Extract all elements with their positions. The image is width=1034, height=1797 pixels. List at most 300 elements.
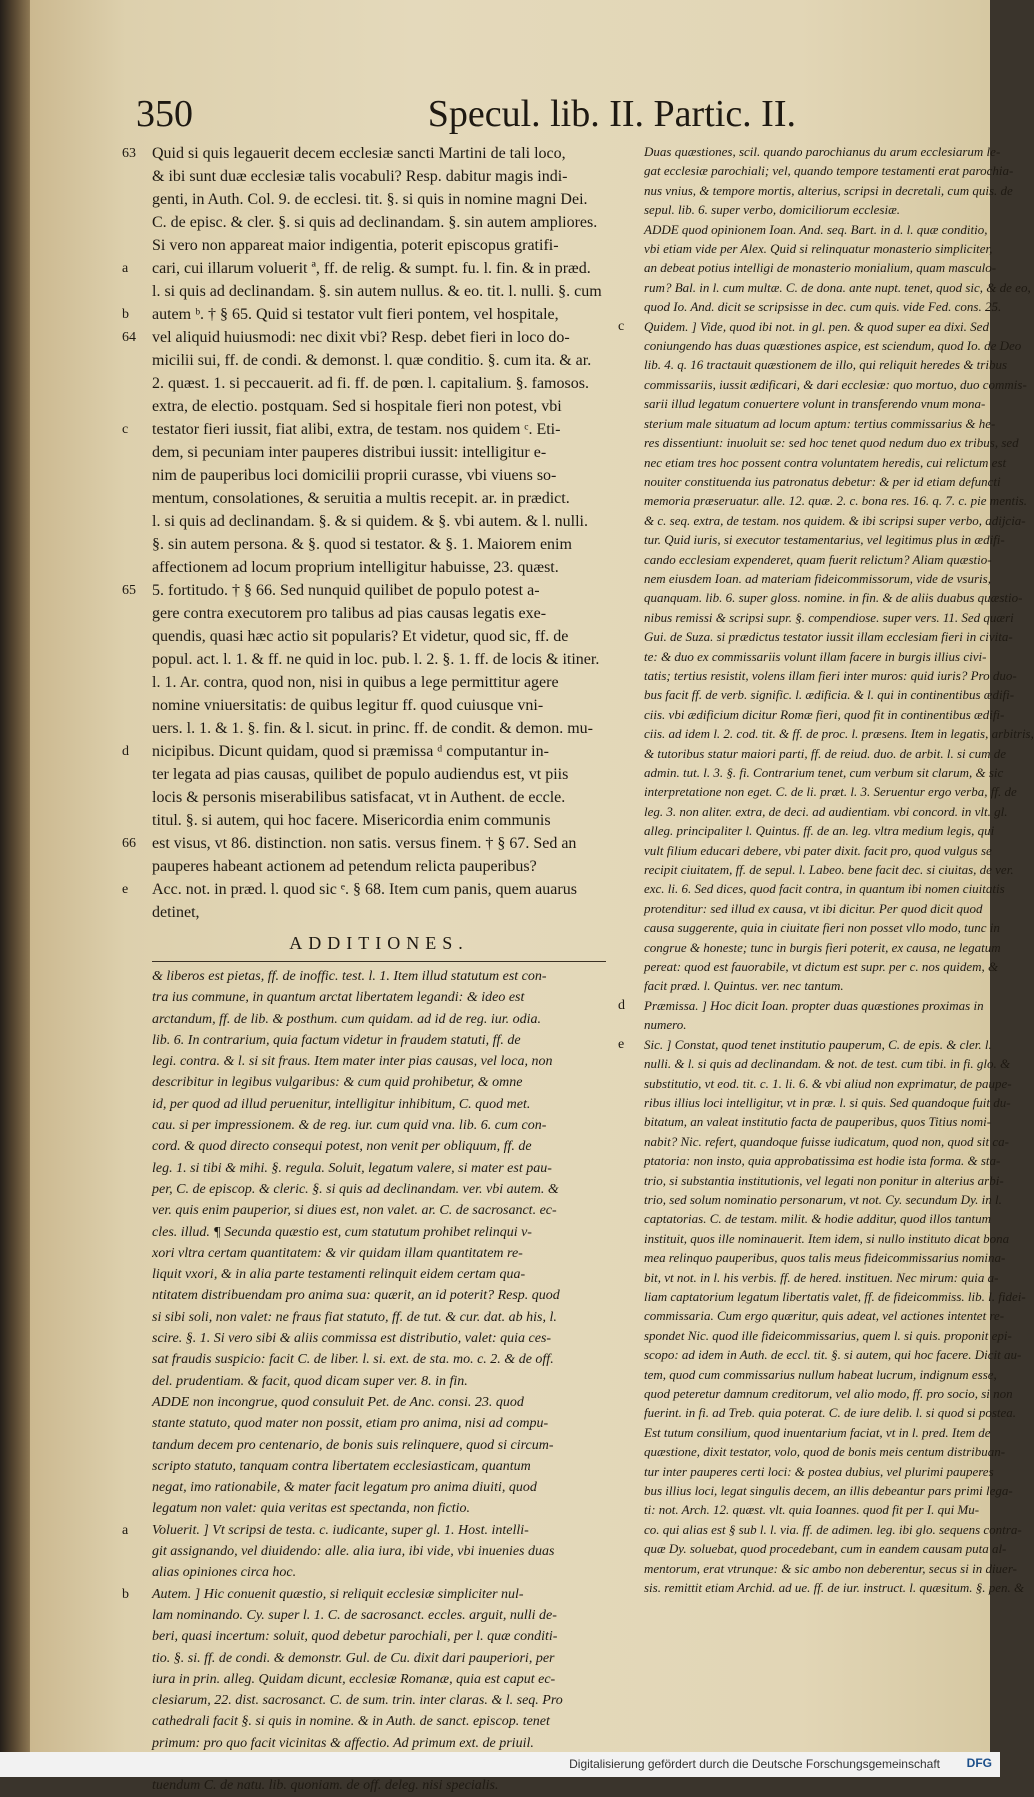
line-text: facit præd. l. Quintus. ver. nec tantum. — [644, 978, 844, 994]
text-line — [616, 1462, 994, 1481]
line-text: tur. Quid iuris, si executor testamentarius, vel legitimus plus in ædifi- — [644, 532, 1005, 548]
line-text: tio. §. si. ff. de condi. & demonstr. Gul. de Cu. dixit dari pauperiori, per — [152, 1650, 555, 1666]
line-text: gere contra executorem pro talibus ad pias causas legatis exe- — [152, 605, 547, 622]
text-line — [616, 414, 996, 433]
text-line — [120, 832, 606, 855]
line-text: 5. fortitudo. † § 66. Sed nunquid quilibet de populo potest a- — [152, 582, 540, 599]
text-line — [616, 453, 1007, 472]
line-text: cando ecclesiam expenderet, quam fuerit relictum? Aliam quæstio- — [644, 551, 992, 567]
line-text: cari, cui illarum voluerit ª, ff. de relig. & sumpt. fu. l. fin. & in præd. — [152, 260, 591, 277]
text-line — [120, 671, 606, 694]
line-text: sepul. lib. 6. super verbo, domiciliorum ecclesiæ. — [644, 202, 900, 218]
line-text: ptatoria: non insto, quia approbatissima est hodie ista forma. & sta- — [644, 1153, 1001, 1169]
line-text: tandum decem pro centenario, de bonis suis relinquere, quod si circum- — [152, 1437, 554, 1453]
line-text: 2. quæst. 1. si peccauerit. ad fi. ff. de pœn. l. capitalium. §. famosos. — [152, 375, 589, 392]
line-text: Duas quæstiones, scil. quando parochianus du arum ecclesiarum le- — [644, 144, 1001, 159]
line-text: vult filium educari debere, vbi pater dixit. facit pro, quod vulgus se — [644, 842, 992, 858]
line-text: cles. illud. ¶ Secunda quæstio est, cum statutum prohibet relinqui v- — [152, 1224, 532, 1240]
text-line — [616, 491, 1027, 510]
line-text: co. qui alias est § sub l. l. via. ff. de adimen. leg. ibi glo. sequens contra- — [644, 1521, 1022, 1537]
main-text — [120, 142, 606, 924]
text-line — [616, 278, 1031, 297]
line-text: trio, sed solum nominatio personarum, vt not. Cy. secundum Dy. in l. — [644, 1191, 1002, 1207]
line-text: detinet, — [152, 904, 200, 921]
line-text: §. sin autem persona. & §. quod si testator. & §. 1. Maiorem enim — [152, 536, 572, 553]
line-text: Acc. not. in præd. l. quod sic ᵉ. § 68. Item cum panis, quem auarus — [152, 881, 577, 898]
line-text: leg. 1. si tibi & mihi. §. regula. Soluit, legatum valere, si mater est pau- — [152, 1160, 552, 1176]
text-line — [616, 1190, 1002, 1209]
text-line — [120, 510, 606, 533]
text-line — [120, 1264, 606, 1285]
text-line — [120, 188, 606, 211]
line-text: admin. tut. l. 3. §. fi. Contrarium tenet, cum verbum sit clarum, & sic — [644, 765, 1004, 780]
text-line — [616, 1151, 1001, 1170]
page-number: 350 — [136, 93, 193, 135]
dfg-logo: DFG — [966, 1756, 992, 1770]
line-text: per, C. de episcop. & cleric. §. si quis ad declinandam. ver. vbi autem. & — [152, 1181, 559, 1197]
text-line — [616, 724, 1034, 743]
text-line — [120, 1158, 606, 1179]
text-line — [616, 976, 982, 995]
text-line — [120, 556, 606, 579]
text-line — [616, 1132, 1009, 1151]
text-line — [616, 433, 1019, 452]
text-line — [616, 1403, 1017, 1422]
text-line — [120, 1669, 606, 1690]
line-text: gat ecclesiæ parochiali; vel, quando tempore testamenti erat parochia- — [644, 163, 1014, 179]
digitization-footer — [0, 1752, 1000, 1777]
text-line — [616, 841, 992, 860]
line-text: sterium male situatum ad locum aptum: tertius commissarius & he- — [644, 415, 996, 431]
line-text: ribus illius loci intelligitur, vt in præ. l. si quis. Sed quandoque fuit du- — [644, 1094, 1011, 1110]
text-line — [120, 1498, 606, 1519]
text-line — [616, 1442, 1006, 1461]
text-line — [616, 1229, 1010, 1248]
text-line — [616, 1481, 1013, 1500]
line-text: liquit vxori, & in alia parte testamenti relinquit eidem certam qua- — [152, 1267, 526, 1283]
text-line — [616, 1035, 992, 1054]
text-line — [120, 280, 606, 303]
left-column — [120, 142, 606, 1797]
line-text: tuendum C. de natu. lib. quoniam. de off. deleg. nisi specialis. — [152, 1778, 499, 1794]
text-line — [616, 685, 1015, 704]
line-text: mentorum, erat vtrunque: & sic ambo non deberentur, secus si in diuer- — [644, 1560, 1017, 1576]
line-text: tur inter pauperes certi loci: & postea dubius, vel plurimi pauperes — [644, 1463, 994, 1479]
line-text: quendis, quasi hæc actio sit popularis? Et videtur, quod sic, ff. de — [152, 628, 569, 645]
line-text: ADDE non incongrue, quod consuluit Pet. de Anc. consi. 23. quod — [152, 1394, 524, 1410]
text-line — [120, 987, 606, 1008]
text-line — [616, 375, 1027, 394]
line-text: ciis. ad idem l. 2. cod. tit. & ff. de proc. l. præsens. Item in legatis, arbitris, — [644, 726, 1034, 742]
text-line — [120, 1179, 606, 1200]
text-line — [616, 647, 987, 666]
text-line — [616, 1268, 999, 1287]
line-text: describitur in legibus vulgaribus: & cum quid prohibetur, & omne — [152, 1075, 523, 1091]
margin-note: e — [618, 1036, 625, 1052]
text-line — [120, 1222, 606, 1243]
footer-credit: Digitalisierung gefördert durch die Deutsche Forschungsgemeinschaft — [569, 1757, 940, 1771]
text-line — [120, 257, 606, 280]
line-text: rum? Bal. in l. cum multæ. C. de dona. ante nupt. tenet, quod sic, & de eo, — [644, 279, 1031, 295]
text-line — [120, 1541, 606, 1562]
line-text: captatorias. C. de testam. milit. & hodie additur, quod illos tantum — [644, 1211, 992, 1227]
text-line — [120, 809, 606, 832]
line-text: stante statuto, quod mater non possit, etiam pro anima, nisi ad compu- — [152, 1416, 549, 1432]
text-line — [120, 165, 606, 188]
text-line — [616, 220, 988, 239]
text-line — [616, 1306, 1005, 1325]
line-text: tatis; tertius resistit, volens illam fieri inter muros: quid iuris? Pro duo- — [644, 667, 1017, 683]
line-text: quod Io. And. dicit se scripsisse in dec. cum quis. vide Fed. cons. 25. — [644, 299, 1002, 315]
book-binding — [0, 0, 34, 1777]
text-line — [616, 918, 1000, 937]
margin-note: b — [122, 307, 129, 322]
line-text: nouiter constituenda ius patronatus debetur: & per id etiam defuncti — [644, 473, 1001, 489]
text-line — [120, 372, 606, 395]
text-line — [120, 966, 606, 987]
text-line — [120, 1733, 606, 1754]
line-text: pauperes habeant actionem ad petendum relicta pauperibus? — [152, 858, 537, 875]
text-line — [120, 1200, 606, 1221]
margin-note: d — [122, 744, 129, 759]
line-text: l. si quis ad declinandam. §. sin autem nullus. & eo. tit. l. nulli. §. cum — [152, 283, 602, 300]
line-text: nicipibus. Dicunt quidam, quod si præmissa ᵈ computantur in- — [152, 743, 549, 760]
line-text: cord. & quod directo consequi potest, non venit per obliquum, ff. de — [152, 1139, 532, 1155]
line-text: del. prudentiam. & facit, quod dicam super ver. 8. in fin. — [152, 1373, 468, 1389]
text-line — [616, 996, 982, 1015]
text-line — [616, 782, 1017, 801]
line-text: ntitatem distribuendam pro anima sua: quærit, an id poterit? Resp. quod — [152, 1288, 560, 1304]
line-text: Præmissa. ] Hoc dicit Ioan. propter duas quæstiones proximas in — [644, 997, 984, 1013]
text-line — [616, 336, 1022, 355]
line-text: congrue & honeste; tunc in burgis fieri poterit, ex causa, ne legatum — [644, 939, 1001, 955]
text-line — [120, 763, 606, 786]
text-line — [120, 648, 606, 671]
line-text: alias opiniones circa hoc. — [152, 1565, 297, 1581]
section-rule — [152, 961, 606, 962]
line-text: sat fraudis suspicio: facit C. de liber. l. si. ext. de sta. mo. c. 2. & de off. — [152, 1352, 554, 1368]
text-line — [120, 1094, 606, 1115]
text-line — [120, 579, 606, 602]
text-line — [120, 1605, 606, 1626]
text-line — [616, 1171, 1004, 1190]
line-text: quanquam. lib. 6. super gloss. nomine. in fin. & de aliis duabus quæstio- — [644, 590, 1023, 606]
text-line — [616, 666, 1017, 685]
text-line — [120, 487, 606, 510]
text-line — [616, 355, 1008, 374]
line-text: Autem. ] Hic conuenit quæstio, si reliquit ecclesiæ simpliciter nul- — [152, 1586, 524, 1602]
text-line — [616, 1500, 982, 1519]
line-text: recipit ciuitatem, ff. de sepul. l. Labeo. bene facit dec. si ciuitas, de ver. — [644, 862, 1014, 878]
text-line — [616, 899, 982, 918]
line-text: nem eiusdem Ioan. ad materiam fideicommissorum, vide de vsuris, — [644, 570, 991, 586]
line-text: & liberos est pietas, ff. de inoffic. test. l. 1. Item illud statutum est con- — [152, 969, 547, 984]
text-line — [616, 239, 993, 258]
margin-note: 65 — [122, 583, 136, 598]
line-text: git assignando, vel diuidendo: alle. alia iura, ibi vide, vbi inuenies duas — [152, 1544, 555, 1560]
margin-note: e — [122, 882, 129, 897]
line-text: scopo: ad idem in Auth. de eccl. tit. §. si autem, qui hoc facere. Dicit au- — [644, 1347, 1022, 1363]
line-text: Si vero non appareat maior indigentia, poterit episcopus gratifi- — [152, 237, 559, 254]
text-line — [120, 1243, 606, 1264]
text-line — [616, 1287, 1026, 1306]
line-text: Quidem. ] Vide, quod ibi not. in gl. pen. & quod super ea dixi. Sed — [644, 318, 989, 334]
text-line — [120, 1711, 606, 1732]
right-column — [616, 142, 1034, 1597]
text-line — [616, 1209, 992, 1228]
line-text: causa suggerente, quia in ciuitate fieri non posset vllo modo, tunc in — [644, 920, 1000, 936]
line-text: genti, in Auth. Col. 9. de ecclesi. tit. §. si quis in nomine magni Dei. — [152, 191, 588, 208]
margin-note: c — [122, 422, 129, 437]
line-text: Voluerit. ] Vt scripsi de testa. c. iudicante, super gl. 1. Host. intelli- — [152, 1522, 529, 1538]
line-text: commissaria. Cum ergo quæritur, quis adeat, vel actiones intentet re- — [644, 1308, 1005, 1324]
text-line — [616, 1423, 991, 1442]
line-text: commissariis, iussit ædificari, & dari ecclesiæ: quo mortuo, duo commis- — [644, 376, 1027, 392]
text-line — [616, 957, 999, 976]
text-line — [120, 1285, 606, 1306]
margin-note: c — [618, 318, 625, 334]
line-text: bus illius loci, legat singulis decem, an illis debeantur pars primi lega- — [644, 1483, 1013, 1499]
text-line — [120, 602, 606, 625]
line-text: nim de pauperibus loci domicilii proprii curasse, vbi viuens so- — [152, 467, 557, 484]
line-text: vel aliquid huiusmodi: nec dixit vbi? Resp. debet fieri in loco do- — [152, 329, 570, 346]
line-text: l. si quis ad declinandam. §. & si quidem. & §. vbi autem. & l. nulli. — [152, 513, 588, 530]
text-line — [616, 938, 1001, 957]
text-line — [120, 1136, 606, 1157]
text-line — [616, 1365, 997, 1384]
text-line — [120, 211, 606, 234]
line-text: res dissentiunt: inuoluit se: sed hoc tenet quod nedum duo ex tribus, sed — [644, 435, 1019, 451]
text-line — [120, 395, 606, 418]
text-line — [120, 901, 606, 924]
line-text: Gui. de Suza. si prædictus testator iussit illam ecclesiam fieri in civita- — [644, 629, 1013, 645]
line-text: l. 1. Ar. contra, quod non, nisi in quibus a lege permittitur agere — [152, 674, 559, 691]
margin-note: 66 — [122, 836, 136, 851]
text-line — [616, 705, 1005, 724]
line-text: bitatum, an valeat institutio facta de pauperibus, quos Titius nomi- — [644, 1114, 992, 1130]
text-line — [120, 1030, 606, 1051]
text-line — [120, 786, 606, 809]
margin-note: b — [122, 1586, 129, 1602]
text-line — [616, 472, 1001, 491]
text-line — [616, 627, 1013, 646]
line-text: id, per quod ad illud peruenitur, intelligitur inhibitum, C. quod met. — [152, 1096, 531, 1112]
text-line — [616, 550, 992, 569]
line-text: exc. li. 6. Sed dices, quod facit contra, in quantum ibi nomen ciuitatis — [644, 881, 1005, 897]
text-line — [120, 855, 606, 878]
line-text: trio, si substantia institutionis, vel legati non ponitur in alterius arbi- — [644, 1172, 1004, 1188]
line-text: bus facit ff. de verb. signific. l. ædificia. & l. qui in continentibus ædifi- — [644, 687, 1015, 703]
line-text: te: & duo ex commissariis volunt illam facere in burgis illius civi- — [644, 648, 987, 664]
text-line — [616, 1539, 1007, 1558]
line-text: & tutoribus statur maiori parti, ff. de reiud. duo. de arbit. l. si cum de — [644, 745, 1007, 761]
margin-note: 63 — [122, 146, 136, 161]
text-line — [616, 821, 995, 840]
text-line — [120, 1349, 606, 1370]
text-line — [120, 1456, 606, 1477]
text-line — [120, 694, 606, 717]
text-line — [120, 142, 606, 165]
margin-note: a — [122, 261, 129, 276]
line-text: clesiarum, 22. dist. sacrosanct. C. de sum. trin. inter claras. & l. seq. Pro — [152, 1693, 563, 1709]
line-text: quod peteretur damnum creditorum, vel alio modo, ff. pro socio, si non — [644, 1386, 1013, 1401]
text-line — [120, 418, 606, 441]
line-text: autem ᵇ. † § 65. Quid si testator vult fieri pontem, vel hospitale, — [152, 306, 559, 323]
text-line — [120, 1328, 606, 1349]
text-line — [120, 878, 606, 901]
text-line — [120, 1009, 606, 1030]
text-line — [616, 1520, 1022, 1539]
line-text: micilii sui, ff. de condi. & demonst. l. quæ conditio. §. cum ita. & ar. — [152, 352, 592, 369]
line-text: lib. 4. q. 16 tractauit quæstionem de illo, qui reliquit heredes & tribus — [644, 357, 1008, 373]
text-line — [616, 258, 997, 277]
line-text: C. de episc. & cler. §. si quis ad declinandam. §. sin autem ampliores. — [152, 214, 598, 231]
line-text: extra, de electio. postquam. Sed si hospitale fieri non potest, vbi — [152, 398, 562, 415]
line-text: pereat: quod est fauorabile, vt dictum est supr. per c. nos quidem, & — [644, 959, 999, 975]
text-line — [616, 511, 1026, 530]
line-text: nibus remissi & scripsi supr. §. compendiose. super vers. 11. Sed quæri — [644, 609, 1014, 625]
text-line — [616, 297, 1002, 316]
line-text: tem, quod cum commissarius nullum habeat lucrum, indignum esse, — [644, 1366, 997, 1382]
line-text: Sic. ] Constat, quod tenet institutio pauperum, C. de epis. & cler. l. — [644, 1036, 992, 1052]
line-text: affectionem ad locum proprium intelligitur habuisse, 23. quæst. — [152, 559, 559, 576]
line-text: protenditur: sed illud ex causa, vt ibi dicitur. Per quod dicit quod — [644, 900, 983, 916]
text-line — [616, 530, 1005, 549]
text-line — [616, 763, 1004, 782]
text-line — [120, 625, 606, 648]
line-text: legatum non valet: quia veritas est spectanda, non fictio. — [152, 1501, 471, 1517]
line-text: spondet Nic. quod ille fideicommissarius, quem l. si quis. proponit epi- — [644, 1327, 1012, 1343]
line-text: substitutio, vt eod. tit. c. 1. li. 6. & vbi aliud non exprimatur, de paupe- — [644, 1075, 1012, 1091]
line-text: & ibi sunt duæ ecclesiæ talis vocabuli? Resp. dabitur magis indi- — [152, 168, 568, 185]
line-text: cau. si per impressionem. & de reg. iur. cum quid vna. lib. 6. cum con- — [152, 1118, 547, 1134]
additions-text — [120, 966, 606, 1797]
text-line — [616, 200, 982, 219]
text-line — [120, 1626, 606, 1647]
line-text: sarii illud legatum conuertere volunt in transferendo vnum mona- — [644, 396, 986, 412]
line-text: coniungendo has duas quæstiones aspice, est sciendum, quod Io. de Deo — [644, 338, 1022, 354]
text-line — [120, 1051, 606, 1072]
text-line — [616, 1345, 1022, 1364]
margin-note: a — [122, 1522, 129, 1538]
text-line — [120, 1520, 606, 1541]
text-line — [616, 1559, 1017, 1578]
line-text: popul. act. l. 1. & ff. ne quid in loc. pub. l. 2. §. 1. ff. de locis & itiner. — [152, 651, 600, 668]
text-line — [616, 1248, 1006, 1267]
text-line — [120, 1690, 606, 1711]
line-text: sis. remittit etiam Archid. ad ue. ff. de iur. instruct. l. quæsitum. §. pen. & — [644, 1580, 1025, 1596]
text-line — [616, 802, 1008, 821]
line-text: & c. seq. extra, de testam. nos quidem. & ibi scripsi super verbo, adijcia- — [644, 512, 1026, 528]
text-line — [120, 326, 606, 349]
text-line — [616, 1112, 992, 1131]
line-text: titul. §. si autem, qui hoc facere. Misericordia enim communis — [152, 812, 551, 829]
text-line — [616, 860, 1014, 879]
line-text: dem, si pecuniam inter pauperes distribui iussit: intelligitur e- — [152, 444, 547, 461]
margin-note: 64 — [122, 330, 136, 345]
text-line — [120, 1477, 606, 1498]
text-line — [616, 569, 991, 588]
text-line — [616, 1093, 1011, 1112]
text-line — [616, 181, 1013, 200]
text-line — [616, 879, 1005, 898]
line-text: cathedrali facit §. si quis in nomine. & in Auth. de sanct. episcop. tenet — [152, 1714, 550, 1730]
line-text: legi. contra. & l. si sit fraus. Item mater inter pias causas, vel loca, non — [152, 1054, 553, 1070]
text-line — [120, 234, 606, 257]
line-text: ti: not. Arch. 12. quæst. vlt. quia Ioannes. quod fit per I. qui Mu- — [644, 1502, 980, 1518]
line-text: iura in prin. alleg. Quidam dicunt, ecclesiæ Romanæ, quia est caput ec- — [152, 1671, 556, 1687]
line-text: mea relinquo pauperibus, quos talis meus fideicommissarius nomina- — [644, 1250, 1006, 1266]
text-line — [616, 1015, 982, 1034]
text-line — [120, 717, 606, 740]
line-text: scripto statuto, tanquam contra libertatem ecclesiasticam, quantum — [152, 1458, 531, 1474]
line-text: instituit, quos ille nominauerit. Item idem, si nullo instituto dicat bona — [644, 1230, 1010, 1246]
text-line — [120, 1392, 606, 1413]
text-line — [120, 349, 606, 372]
text-line — [120, 1584, 606, 1605]
line-text: alleg. principaliter l. Quintus. ff. de an. leg. vltra medium legis, qui — [644, 823, 995, 839]
line-text: lam nominando. Cy. super l. 1. C. de sacrosanct. eccles. arguit, nulli de- — [152, 1607, 557, 1623]
line-text: est visus, vt 86. distinction. non satis. versus finem. † § 67. Sed an — [152, 835, 577, 852]
text-line — [616, 1054, 1011, 1073]
line-text: ter legata ad pias causas, quilibet de populo audiendus est, vt piis — [152, 766, 569, 783]
line-text: si sibi soli, non valet: ne fraus fiat statuto, ff. de tut. & cur. dat. ab his, l. — [152, 1309, 557, 1325]
line-text: vbi etiam vide per Alex. Quid si relinquatur monasterio simpliciter, — [644, 241, 993, 257]
line-text: fuerint. in fi. ad Treb. quia poterat. C. de iure delib. l. si quod si postea. — [644, 1405, 1017, 1421]
line-text: nomine vniuersitatis: de quibus legitur ff. quod cuiusque vni- — [152, 697, 544, 714]
line-text: ciis. vbi ædificium dicitur Romæ fieri, quod fit in continentibus ædifi- — [644, 706, 1005, 722]
text-line — [616, 142, 1001, 161]
line-text: nec etiam tres hoc possent contra voluntatem heredis, cui relictum est — [644, 454, 1007, 470]
line-text: xori vltra certam quantitatem: & vir quidam illam quantitatem re- — [152, 1245, 523, 1261]
text-line — [616, 394, 986, 413]
line-text: primum: pro quo facit vicinitas & affectio. Ad primum ext. de priuil. — [152, 1735, 534, 1751]
line-text: uers. l. 1. & 1. §. fin. & l. sicut. in princ. ff. de condit. & demon. mu- — [152, 720, 593, 737]
line-text: lib. 6. In contrarium, quia factum videtur in fraudem statuti, ff. de — [152, 1032, 521, 1048]
text-line — [616, 744, 1007, 763]
text-line — [120, 1072, 606, 1093]
text-line — [616, 1384, 1013, 1403]
text-line — [616, 608, 1014, 627]
line-text: tra ius commune, in quantum arctat libertatem legandi: & ideo est — [152, 990, 525, 1006]
text-line — [616, 317, 989, 336]
line-text: Quid si quis legauerit decem ecclesiæ sancti Martini de tali loco, — [152, 145, 566, 162]
line-text: scire. §. 1. Si vero sibi & aliis commissa est distributio, valet: quia ces- — [152, 1331, 552, 1347]
additiones-title: ADDITIONES. — [289, 933, 469, 953]
line-text: mentum, consolationes, & seruitia a multis recepit. ar. in prædict. — [152, 490, 570, 507]
text-line — [120, 533, 606, 556]
line-text: an debeat potius intelligi de monasterio monialium, quam masculo- — [644, 260, 997, 276]
line-text: ADDE quod opinionem Ioan. And. seq. Bart. in d. l. quæ conditio, — [644, 221, 988, 237]
text-line — [616, 588, 1023, 607]
text-line — [120, 441, 606, 464]
text-line — [616, 1578, 1025, 1597]
text-line — [120, 1413, 606, 1434]
line-text: memoria præseruatur. alle. 12. quæ. 2. c. bona res. 16. q. 7. c. pie mentis. — [644, 493, 1027, 509]
line-text: testator fieri iussit, fiat alibi, extra, de testam. nos quidem ᶜ. Eti- — [152, 421, 561, 438]
text-line — [616, 1326, 1012, 1345]
running-head: Specul. lib. II. Partic. II. — [427, 93, 796, 135]
text-line — [120, 740, 606, 763]
text-line — [120, 1115, 606, 1136]
line-text: bit, vt not. in l. his verbis. ff. de hered. instituen. Nec mirum: quia a- — [644, 1269, 999, 1285]
page-header — [136, 92, 796, 142]
text-line — [120, 1307, 606, 1328]
text-line — [616, 161, 1014, 180]
line-text: interpretatione non eget. C. de li. præt. l. 3. Seruentur ergo verba, ff. de — [644, 784, 1017, 800]
line-text: nabit? Nic. refert, quandoque fuisse iudicatum, quod non, quod sit ca- — [644, 1133, 1009, 1149]
text-line — [120, 464, 606, 487]
